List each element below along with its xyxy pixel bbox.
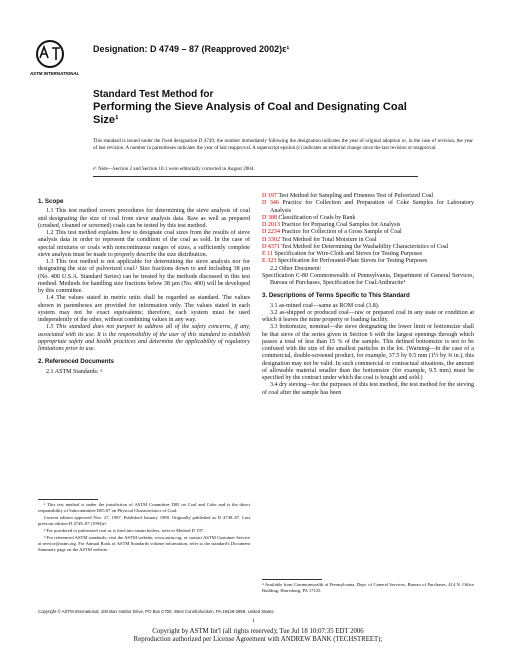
license-line-1: Copyright by ASTM Int'l (all rights reserved); Tue Jul 18 10:07:35 EDT 2006	[152, 628, 364, 635]
ref-item: D 346 Practice for Collection and Preparation of Coke Samples for Laboratory Analysis	[262, 200, 475, 214]
right-column	[262, 193, 474, 397]
ref-link-d3302[interactable]: D 3302	[262, 236, 280, 243]
left-column	[38, 193, 250, 376]
ref-link-d2234[interactable]: D 2234	[262, 229, 280, 236]
ref-item: D 388 Classification of Coals by Rank	[262, 214, 356, 221]
ref-link-d197[interactable]: D 197	[262, 193, 277, 199]
para-3-4: 3.4 dry sieving—for the purposes of this test method, the test method for the sieving of coal after the sample has been	[262, 382, 474, 396]
para-1-4: 1.4 The values stated in metric units shall be regarded as standard. The values shown in parentheses are provided for information only. The values stated in each system may not be exact equivalents; therefore, each system must be used independently of the other, without combining values in any way.	[38, 295, 250, 323]
ref-link-e323[interactable]: E 323	[262, 258, 277, 265]
footnotes-left	[38, 502, 250, 554]
para-3-1: 3.1 as-mined coal—same as ROM coal (3.8).	[270, 302, 380, 309]
ref-item: E 323 Specification for Perforated-Plate Sieves for Testing Purposes	[262, 258, 428, 265]
footnote-right: ⁴ Available from Commonwealth of Pennsylvania, Dept. of General Services, Bureau of Purchases, 414 N. Office Building, Harrisburg, PA 17125.	[262, 582, 474, 593]
title-line-1: Standard Test Method for	[93, 89, 214, 100]
footnote-1b: Current edition approved Nov. 27, 1987. Published January 1988. Originally published as D 4749–87. Last previous edition D 4749–87 (1994)ε¹.	[38, 515, 250, 526]
ref-item: D 3302 Test Method for Total Moisture in Coal	[262, 236, 377, 243]
ref-link-d4371[interactable]: D 4371	[262, 243, 280, 250]
license-line-2: Reproduction authorized per License Agreement with ANDREW BANK (TECHSTREET);	[133, 636, 383, 643]
title-line-3: Size¹	[93, 114, 119, 126]
para-3-3: 3.3 bottomsize, nominal—the sieve designating the lower limit or bottomsize shall be that sieve of the series given in Section 6 with the largest openings through which passes a total of less than 15 % of the sample. This defined bottomsize is not to be confused with the size of the smallest particles in the lot. (Warning—In the case of a commercial, double-screened product, for example, 37.5 by 9.5 mm (1½ by ⅜ in.), this designation may not be valid. In such commercial or contractual situations, the amount of allowable material smaller than the bottomsize (for example, 9.5 mm) must be specified by the contract under which the coal is bought and sold.)	[262, 324, 474, 381]
ref-link-e11[interactable]: E 11	[262, 251, 274, 257]
ref-item: E 11 Specification for Wire-Cloth and Sieves for Testing Purposes	[262, 251, 423, 257]
ref-link-d388[interactable]: D 388	[262, 214, 277, 221]
para-1-3: 1.3 This test method is not applicable for determining the sieve analysis nor for designating the size of pulverized coal.² Size fractions down to and including 38 µm (No. 400 U.S.A. Standard Series) can be treated by the methods discussed in this test method. Methods for handling size fractions below 38 µm (No. 400) will be developed by this committee.	[38, 259, 250, 294]
section-3-heading: 3. Descriptions of Terms Specific to This Standard	[262, 292, 410, 300]
footnote-1: ¹ This test method is under the jurisdiction of ASTM Committee D05 on Coal and Coke and is the direct responsibility of Subcommittee D05.07 on Physical Characteristics of Coal.	[38, 502, 250, 513]
footnote-2: ² For powdered or pulverized coal as is fired into steam boilers, refer to Method D 197.	[44, 528, 205, 534]
para-1-2: 1.2 This test method explains how to designate coal sizes from the results of sieve analysis data in order to represent the condition of the coal as sold. In the case of special mixtures or coals with noncontinuous ranges of sizes, a sufficiently complete sieve analysis must be made to properly describe the size distribution.	[38, 230, 250, 258]
ref-item: D 2013 Practice for Preparing Coal Samples for Analysis	[262, 222, 401, 228]
designation: Designation: D 4749 – 87 (Reapproved 2002)ε¹	[93, 44, 290, 54]
ref-link-d2013[interactable]: D 2013	[262, 222, 280, 228]
footnote-rule	[38, 499, 98, 500]
para-3-2: 3.2 as-shipped or produced coal—raw or prepared coal in any state or condition at which it leaves the mine property or loading facility.	[262, 309, 474, 323]
logo-text: ASTM INTERNATIONAL	[30, 71, 80, 76]
page-number: 1	[252, 618, 255, 624]
ref-item: D 197 Test Method for Sampling and Fineness Test of Pulverized Coal	[262, 193, 434, 199]
para-2-1: 2.1 ASTM Standards: ³	[46, 368, 102, 375]
ref-item: D 2234 Practice for Collection of a Gross Sample of Coal	[262, 229, 402, 236]
ref-item: D 4371 Test Method for Determining the Washability Characteristics of Coal	[262, 243, 449, 250]
footnote-3: ³ For referenced ASTM standards, visit the ASTM website, www.astm.org, or contact ASTM Customer Service at service@astm.org. For Annual Book of ASTM Standards volume information, refer to the standard's Document Summary page on the ASTM website.	[38, 535, 250, 553]
title-line-2: Performing the Sieve Analysis of Coal and Designating Coal	[93, 101, 407, 113]
license-notice	[118, 628, 398, 644]
header-rule	[93, 176, 418, 177]
ref-link-d346[interactable]: D 346	[262, 200, 279, 207]
para-1-1: 1.1 This test method covers procedures for determining the sieve analysis of coal and designating the size of coal from sieve analysis data. Raw as well as prepared (crushed, cleaned or screened) coals can be tested by this test method.	[38, 208, 250, 229]
section-1-heading: 1. Scope	[38, 198, 64, 205]
document-title	[93, 89, 473, 127]
issued-note: This standard is issued under the fixed designation D 4749; the number immediately following the designation indicates the year of original adoption or, in the case of revision, the year of last revision. A number in parentheses indicates the year of last reapproval. A superscript epsilon (ε) indicates an editorial change since the last revision or reapproval.	[93, 138, 473, 151]
spec-c80: Specification C-80 Commonwealth of Pennsylvania, Department of General Services, Bureau of Purchases, Specification for Coal:Anthracite⁴	[262, 272, 474, 286]
footnote-rule-right	[262, 579, 322, 580]
astm-logo	[30, 38, 80, 78]
section-2-heading: 2. Referenced Documents	[38, 358, 114, 366]
para-1-5: 1.5 This standard does not purport to address all of the safety concerns, if any, associated with its use. It is the responsibility of the user of this standard to establish appropriate safety and health practices and determine the applicability of regulatory limitations prior to use.	[38, 324, 250, 352]
para-2-2: 2.2 Other Document:	[270, 265, 322, 272]
copyright-line: Copyright © ASTM International, 100 Barr Harbor Drive, PO Box C700, West Conshohocken, PA 19428-2959, United States.	[38, 609, 275, 614]
editorial-note: ε¹ Note—Section 2 and Section 10.1 were editorially corrected in August 2004.	[93, 166, 255, 172]
